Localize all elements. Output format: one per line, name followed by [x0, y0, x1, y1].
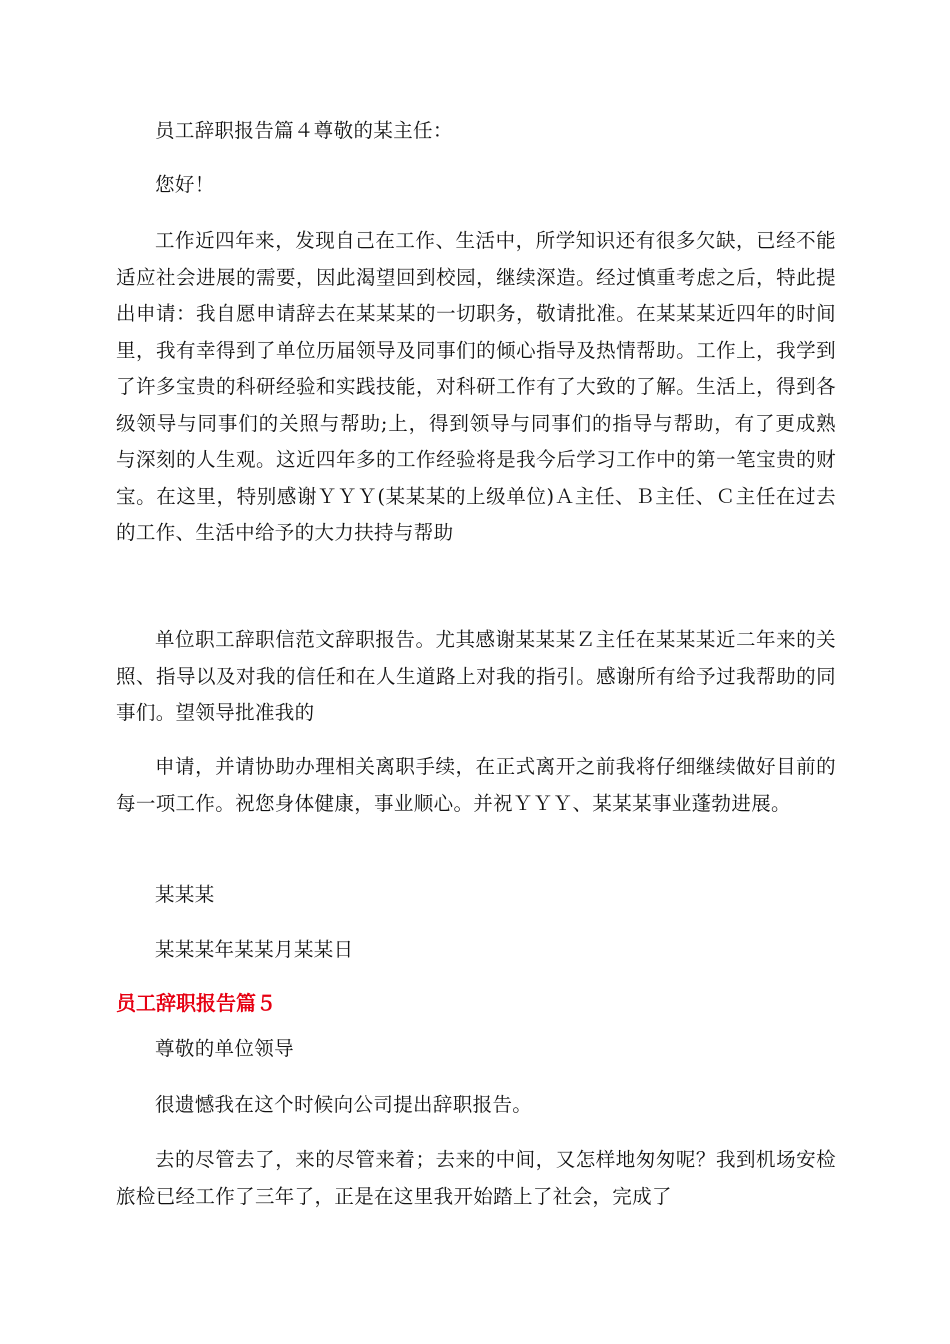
- salutation-line: 员工辞职报告篇４尊敬的某主任：: [155, 119, 453, 142]
- salutation-line: 尊敬的单位领导: [155, 1037, 294, 1060]
- body-paragraph: 工作近四年来，发现自己在工作、生活中，所学知识还有很多欠缺，已经不能适应社会进展的需要，因此渴望回到校园，继续深造。经过慎重考虑之后，特此提出申请：我自愿申请辞去在某某某的一切职务，敬请批准。在某某某近四年的时间里，我有幸得到了单位历届领导及同事们的倾心指导及热情帮助。工作上，我学到了许多宝贵的科研经验和实践技能，对科研工作有了大致的了解。生活上，得到各级领导与同事们的关照与帮助;上，得到领导与同事们的指导与帮助，有了更成熟与深刻的人生观。这近四年多的工作经验将是我今后学习工作中的第一笔宝贵的财宝。在这里，特别感谢ＹＹＹ(某某某的上级单位)Ａ主任、Ｂ主任、Ｃ主任在过去的工作、生活中给予的大力扶持与帮助: [116, 229, 836, 544]
- signature-date: 某某某年某某月某某日: [155, 938, 354, 961]
- body-paragraph: 很遗憾我在这个时候向公司提出辞职报告。: [155, 1093, 533, 1116]
- body-paragraph: 申请，并请协助办理相关离职手续，在正式离开之前我将仔细继续做好目前的每一项工作。祝您身体健康，事业顺心。并祝ＹＹＹ、某某某事业蓬勃进展。: [116, 755, 836, 815]
- body-paragraph: 单位职工辞职信范文辞职报告。尤其感谢某某某Ｚ主任在某某某近二年来的关照、指导以及对我的信任和在人生道路上对我的指引。感谢所有给予过我帮助的同事们。望领导批准我的: [116, 628, 836, 724]
- section-heading: 员工辞职报告篇５: [116, 991, 276, 1015]
- signature-name: 某某某: [155, 883, 215, 906]
- greeting: 您好！: [155, 173, 215, 196]
- body-paragraph: 去的尽管去了，来的尽管来着；去来的中间，又怎样地匆匆呢？我到机场安检旅检已经工作了三年了，正是在这里我开始踏上了社会，完成了: [116, 1148, 836, 1208]
